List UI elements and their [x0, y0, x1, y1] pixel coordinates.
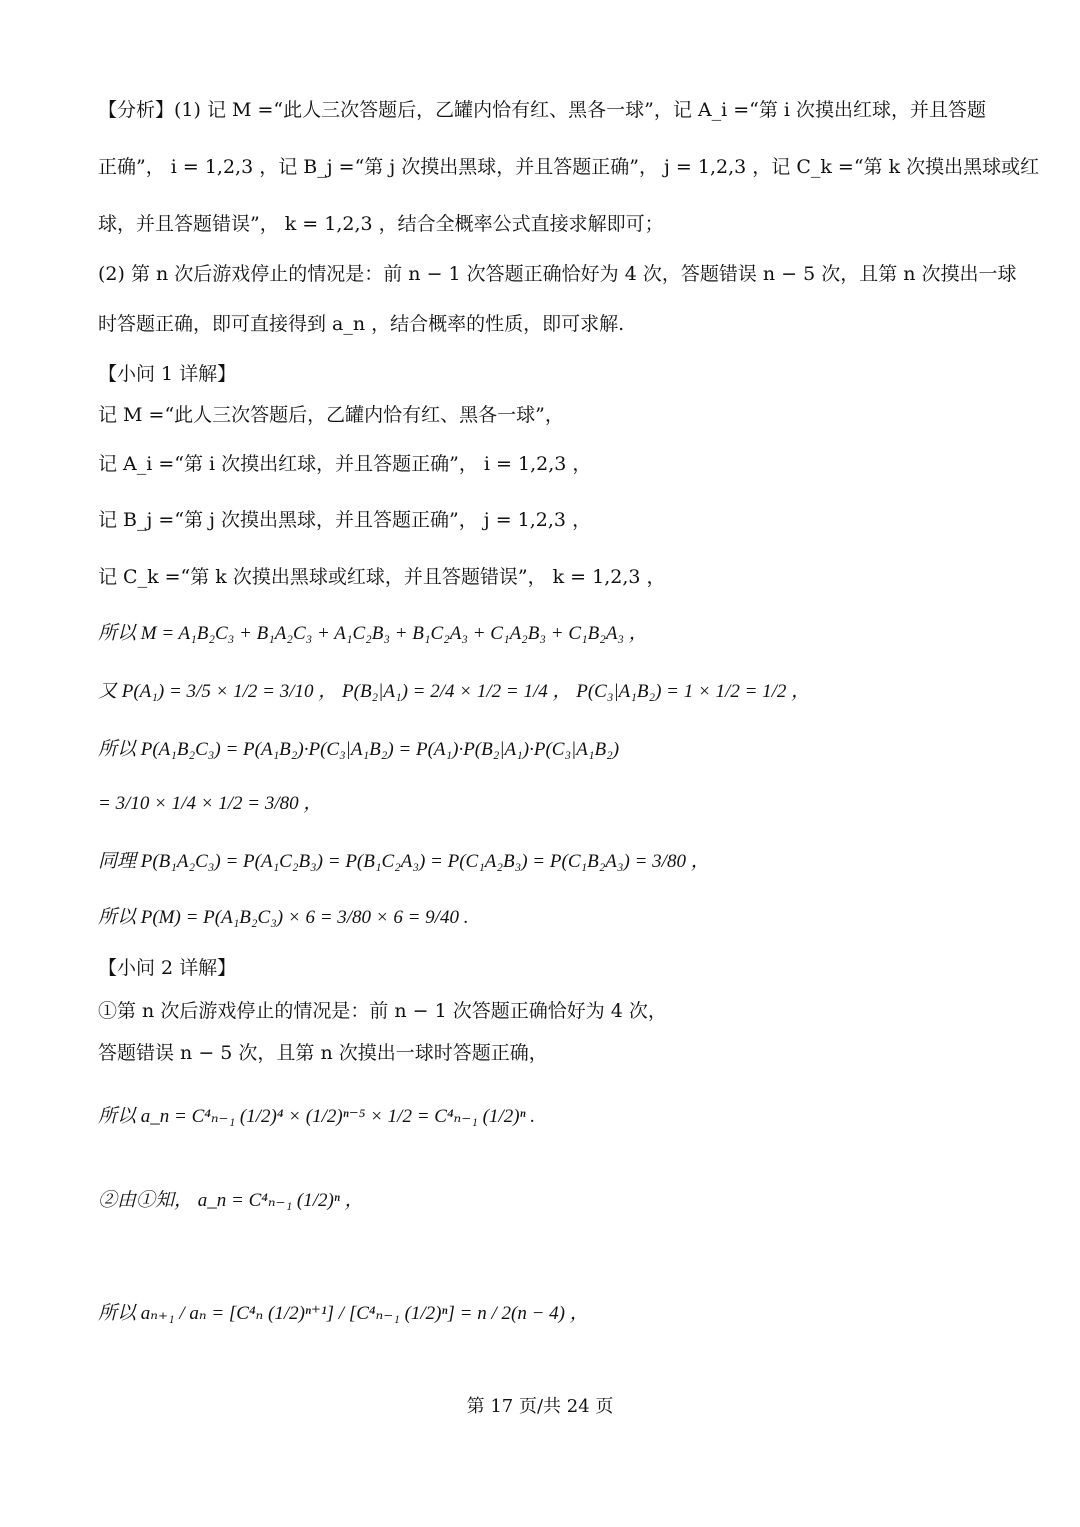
equation-line: ②由①知， a_n = C⁴ₙ₋₁ (1/2)ⁿ ， [98, 1190, 364, 1211]
equation-line: 所以 P(A₁B₂C₃) = P(A₁B₂)·P(C₃|A₁B₂) = P(A₁)·P(B₂|A₁)·P(C₃|A₁B₂) [98, 739, 620, 760]
analysis-line-2: 正确”， i = 1,2,3 ，记 B_j =“第 j 次摸出黑球，并且答题正确”， j = 1,2,3 ，记 C_k =“第 k 次摸出黑球或红 [98, 156, 1040, 178]
equation-line: = 3/10 × 1/4 × 1/2 = 3/80 ， [98, 793, 323, 814]
part1-line: 记 C_k =“第 k 次摸出黑球或红球，并且答题错误”， k = 1,2,3 ， [98, 566, 666, 588]
analysis-line-5: 时答题正确，即可直接得到 a_n ，结合概率的性质，即可求解. [98, 313, 625, 335]
part2-line: 答题错误 n − 5 次，且第 n 次摸出一球时答题正确， [98, 1042, 548, 1064]
equation-line: 所以 aₙ₊₁ / aₙ = [C⁴ₙ (1/2)ⁿ⁺¹] / [C⁴ₙ₋₁ (1/2)ⁿ] = n / 2(n − 4) ， [98, 1303, 589, 1324]
equation-line: 所以 M = A₁B₂C₃ + B₁A₂C₃ + A₁C₂B₃ + B₁C₂A₃ + C₁A₂B₃ + C₁B₂A₃ ， [98, 623, 648, 644]
equation-line: 所以 P(M) = P(A₁B₂C₃) × 6 = 3/80 × 6 = 9/40 . [98, 907, 469, 928]
equation-line: 又 P(A₁) = 3/5 × 1/2 = 3/10 ， P(B₂|A₁) = 2/4 × 1/2 = 1/4 ， P(C₃|A₁B₂) = 1 × 1/2 = 1/2 ， [98, 681, 811, 702]
equation-line: 所以 a_n = C⁴ₙ₋₁ (1/2)⁴ × (1/2)ⁿ⁻⁵ × 1/2 = C⁴ₙ₋₁ (1/2)ⁿ . [98, 1106, 536, 1127]
analysis-line-1: 【分析】(1) 记 M =“此人三次答题后，乙罐内恰有红、黑各一球”，记 A_i =“第 i 次摸出红球，并且答题 [98, 99, 987, 121]
equation-line: 同理 P(B₁A₂C₃) = P(A₁C₂B₃) = P(B₁C₂A₃) = P(C₁A₂B₃) = P(C₁B₂A₃) = 3/80 ， [98, 851, 710, 872]
part2-line: ①第 n 次后游戏停止的情况是：前 n − 1 次答题正确恰好为 4 次， [98, 1000, 667, 1022]
part1-line: 记 A_i =“第 i 次摸出红球，并且答题正确”， i = 1,2,3 ， [98, 453, 592, 475]
part1-line: 记 B_j =“第 j 次摸出黑球，并且答题正确”， j = 1,2,3 ， [98, 509, 592, 531]
part2-heading: 【小问 2 详解】 [98, 957, 237, 979]
page-footer: 第 17 页/共 24 页 [466, 1396, 614, 1417]
part1-line: 记 M =“此人三次答题后，乙罐内恰有红、黑各一球”， [98, 404, 564, 426]
part1-heading: 【小问 1 详解】 [98, 363, 237, 385]
analysis-line-4: (2) 第 n 次后游戏停止的情况是：前 n − 1 次答题正确恰好为 4 次，答题错误 n − 5 次，且第 n 次摸出一球 [98, 263, 1017, 285]
analysis-line-3: 球，并且答题错误”， k = 1,2,3 ，结合全概率公式直接求解即可； [98, 213, 664, 235]
